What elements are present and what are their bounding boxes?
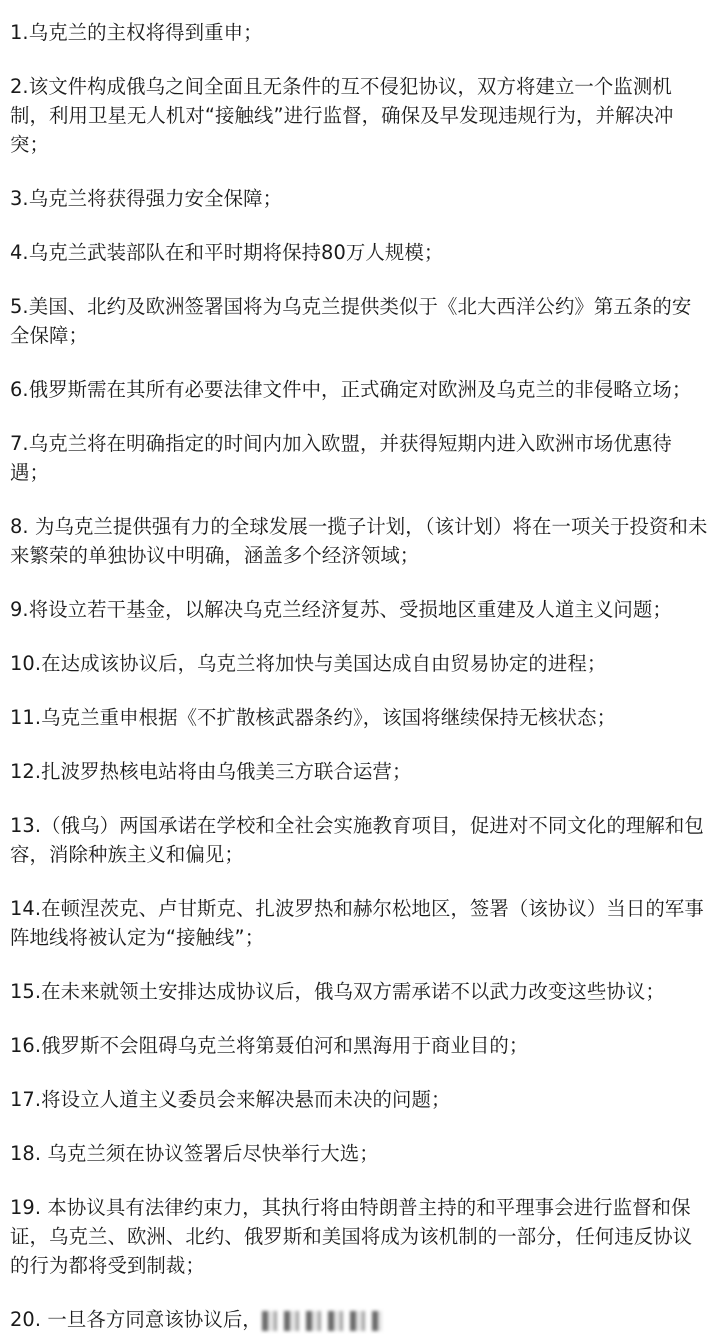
list-item: 2.该文件构成俄乌之间全面且无条件的互不侵犯协议，双方将建立一个监测机制，利用卫星无人机对“接触线”进行监督，确保及早发现违规行为，并解决冲突；	[10, 75, 674, 156]
list-item: 10.在达成该协议后，乌克兰将加快与美国达成自由贸易协定的进程；	[10, 652, 607, 675]
list-item: 14.在顿涅茨克、卢甘斯克、扎波罗热和赫尔松地区，签署（该协议）当日的军事阵地线将被认定为“接触线”；	[10, 897, 704, 949]
list-item: 7.乌克兰将在明确指定的时间内加入欧盟，并获得短期内进入欧洲市场优惠待遇；	[10, 432, 672, 484]
list-item: 6.俄罗斯需在其所有必要法律文件中，正式确定对欧洲及乌克兰的非侵略立场；	[10, 378, 692, 401]
list-item: 18. 乌克兰须在协议签署后尽快举行大选；	[10, 1142, 379, 1165]
list-item: 4.乌克兰武装部队在和平时期将保持80万人规模；	[10, 241, 444, 264]
list-item: 8. 为乌克兰提供强有力的全球发展一揽子计划，（该计划）将在一项关于投资和未来繁荣的单独协议中明确，涵盖多个经济领域；	[10, 515, 708, 567]
list-item: 19. 本协议具有法律约束力，其执行将由特朗普主持的和平理事会进行监督和保证，乌克兰、欧洲、北约、俄罗斯和美国将成为该机制的一部分，任何违反协议的行为都将受到制裁；	[10, 1196, 693, 1277]
list-item: 16.俄罗斯不会阻碍乌克兰将第聂伯河和黑海用于商业目的；	[10, 1034, 529, 1057]
list-item: 11.乌克兰重申根据《不扩散核武器条约》，该国将继续保持无核状态；	[10, 706, 617, 729]
list-item: 5.美国、北约及欧洲签署国将为乌克兰提供类似于《北大西洋公约》第五条的安全保障；	[10, 295, 692, 347]
list-item: 1.乌克兰的主权将得到重申；	[10, 21, 263, 44]
list-item: 3.乌克兰将获得强力安全保障；	[10, 187, 283, 210]
list-item-text: 20. 一旦各方同意该协议后，	[10, 1308, 262, 1331]
list-item: 12.扎波罗热核电站将由乌俄美三方联合运营；	[10, 760, 412, 783]
list-item: 15.在未来就领土安排达成协议后，俄乌双方需承诺不以武力改变这些协议；	[10, 980, 665, 1003]
list-item: 13.（俄乌）两国承诺在学校和全社会实施教育项目，促进对不同文化的理解和包容，消除种族主义和偏见；	[10, 814, 704, 866]
list-item: 17.将设立人道主义委员会来解决悬而未决的问题；	[10, 1088, 451, 1111]
list-item: 9.将设立若干基金，以解决乌克兰经济复苏、受损地区重建及人道主义问题；	[10, 598, 672, 621]
blurred-text	[262, 1311, 382, 1331]
list-item-last	[10, 1305, 710, 1334]
